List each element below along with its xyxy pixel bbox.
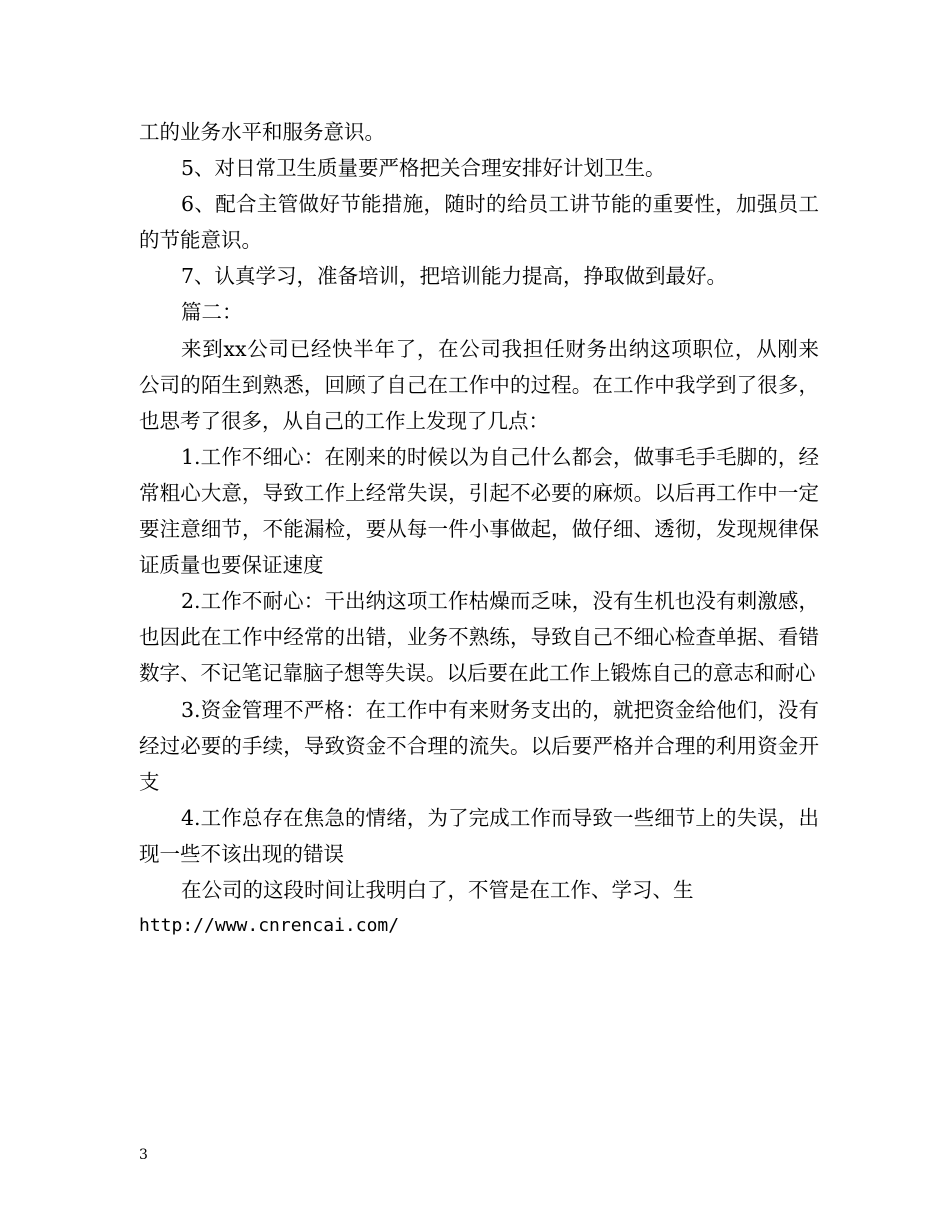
- page-number: 3: [139, 1147, 148, 1163]
- paragraph-item-5: 5、对日常卫生质量要严格把关合理安排好计划卫生。: [181, 156, 666, 181]
- paragraph-intro: 来到xx公司已经快半年了，在公司我担任财务出纳这项职位，从刚来公司的陌生到熟悉，回顾了自己在工作中的过程。在工作中我学到了很多，也思考了很多，从自己的工作上发现了几点：: [139, 336, 819, 433]
- document-body: [139, 114, 819, 944]
- paragraph-point-4: 4.工作总存在焦急的情绪，为了完成工作而导致一些细节上的失误，出现一些不该出现的错误: [139, 805, 819, 866]
- paragraph-point-1: 1.工作不细心：在刚来的时候以为自己什么都会，做事毛手毛脚的，经常粗心大意，导致工作上经常失误，引起不必要的麻烦。以后再工作中一定要注意细节，不能漏检，要从每一件小事做起，做仔细、透彻，发现规律保证质量也要保证速度: [139, 444, 819, 578]
- section-heading: 篇二：: [181, 300, 243, 325]
- paragraph-continued: 工的业务水平和服务意识。: [139, 120, 385, 144]
- paragraph-item-6: 6、配合主管做好节能措施，随时的给员工讲节能的重要性，加强员工的节能意识。: [139, 192, 819, 253]
- paragraph-point-2: 2.工作不耐心：干出纳这项工作枯燥而乏味，没有生机也没有刺激感，也因此在工作中经常的出错，业务不熟练，导致自己不细心检查单据、看错数字、不记笔记靠脑子想等失误。以后要在此工作上锻炼自己的意志和耐心: [139, 589, 819, 686]
- paragraph-point-3: 3.资金管理不严格：在工作中有来财务支出的，就把资金给他们，没有经过必要的手续，导致资金不合理的流失。以后要严格并合理的利用资金开支: [139, 697, 819, 794]
- paragraph-closing: 在公司的这段时间让我明白了，不管是在工作、学习、生: [181, 877, 694, 902]
- source-url: http://www.cnrencai.com/: [139, 915, 400, 937]
- paragraph-item-7: 7、认真学习，准备培训，把培训能力提高，挣取做到最好。: [181, 264, 728, 289]
